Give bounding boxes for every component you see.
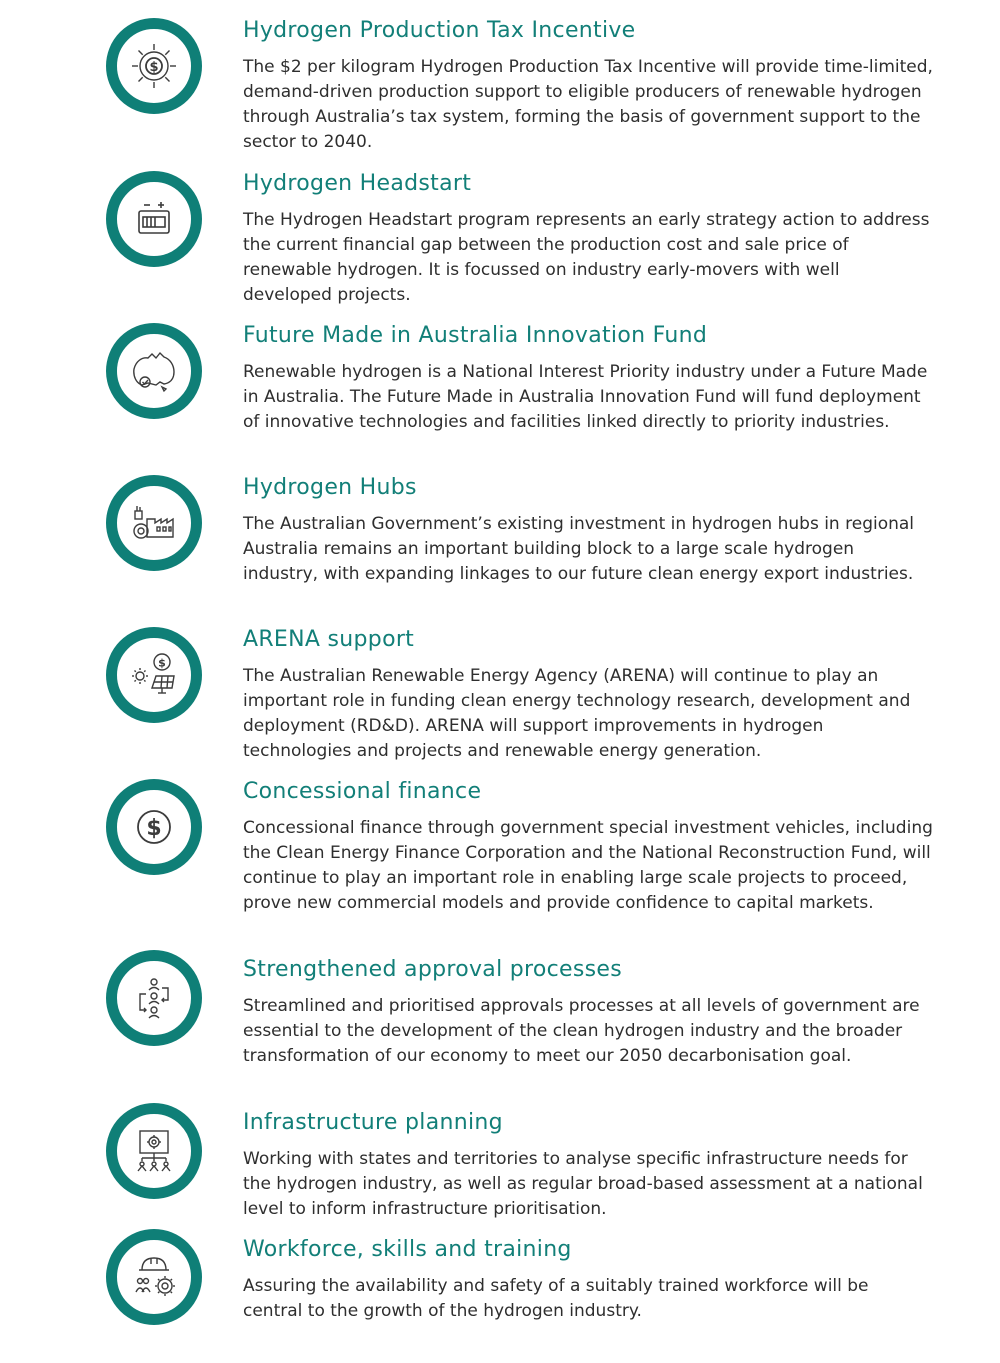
svg-text:$: $ xyxy=(146,816,162,841)
item-description: Streamlined and prioritised approvals processes at all levels of government are essential to the development of the clean hydrogen industry and the broader transformation of our economy to meet our 2050 decarbonisation goal. xyxy=(243,996,920,1066)
factory-icon xyxy=(127,497,181,549)
item-title: ARENA support xyxy=(243,627,415,652)
svg-text:$: $ xyxy=(158,656,166,670)
item-description: The Hydrogen Headstart program represents an early strategy action to address the current financial gap between the production cost and sale price of renewable hydrogen. It is focussed on industry early-movers with well developed projects. xyxy=(243,210,930,305)
svg-text:$: $ xyxy=(149,60,159,75)
item-title: Future Made in Australia Innovation Fund xyxy=(243,323,708,348)
icon-ring xyxy=(106,627,202,723)
icon-ring xyxy=(106,475,202,571)
icon-ring xyxy=(106,950,202,1046)
item-title: Hydrogen Production Tax Incentive xyxy=(243,18,636,43)
solar-dollar-icon xyxy=(126,648,182,702)
item-title: Hydrogen Hubs xyxy=(243,475,417,500)
dollar-icon xyxy=(128,801,180,853)
item-description: Assuring the availability and safety of a suitably trained workforce will be central to the growth of the hydrogen industry. xyxy=(243,1276,869,1321)
battery-icon xyxy=(128,193,180,245)
item-title: Strengthened approval processes xyxy=(243,957,623,982)
australia-map-icon xyxy=(126,345,182,397)
icon-ring xyxy=(106,171,202,267)
item-description: The Australian Government’s existing investment in hydrogen hubs in regional Australia remains an important building block to a large scale hydrogen industry, with expanding linkages to our future clean energy export industries. xyxy=(243,514,915,584)
item-description: Concessional finance through government special investment vehicles, including the Clean Energy Finance Corporation and the National Reconstruction Fund, will continue to play an important role in enabling large scale projects to proceed, prove new commercial models and provide confidence to capital markets. xyxy=(243,818,933,913)
icon-ring xyxy=(106,1229,202,1325)
item-title: Hydrogen Headstart xyxy=(243,171,472,196)
item-title: Workforce, skills and training xyxy=(243,1237,572,1262)
item-title: Infrastructure planning xyxy=(243,1110,503,1135)
item-title: Concessional finance xyxy=(243,779,482,804)
planning-board-icon xyxy=(128,1125,180,1177)
gear-dollar-icon xyxy=(128,40,180,92)
approval-flow-icon xyxy=(128,972,180,1024)
item-description: The $2 per kilogram Hydrogen Production Tax Incentive will provide time-limited, demand-driven production support to eligible producers of renewable hydrogen through Australia’s tax system, forming the basis of government support to the sector to 2040. xyxy=(243,57,933,152)
item-description: Working with states and territories to analyse specific infrastructure needs for the hydrogen industry, as well as regular broad-based assessment at a national level to inform infrastructure prioritisation. xyxy=(243,1149,923,1219)
item-description: The Australian Renewable Energy Agency (ARENA) will continue to play an important role in funding clean energy technology research, development and deployment (RD&D). ARENA will support improvements in hydrogen technologies and projects and renewable energy generation. xyxy=(243,666,911,761)
icon-ring xyxy=(106,1103,202,1199)
icon-ring xyxy=(106,323,202,419)
icon-ring xyxy=(106,779,202,875)
item-description: Renewable hydrogen is a National Interest Priority industry under a Future Made in Australia. The Future Made in Australia Innovation Fund will fund deployment of innovative technologies and facilities linked directly to priority industries. xyxy=(243,362,928,432)
hardhat-workers-icon xyxy=(127,1250,181,1304)
icon-ring xyxy=(106,18,202,114)
